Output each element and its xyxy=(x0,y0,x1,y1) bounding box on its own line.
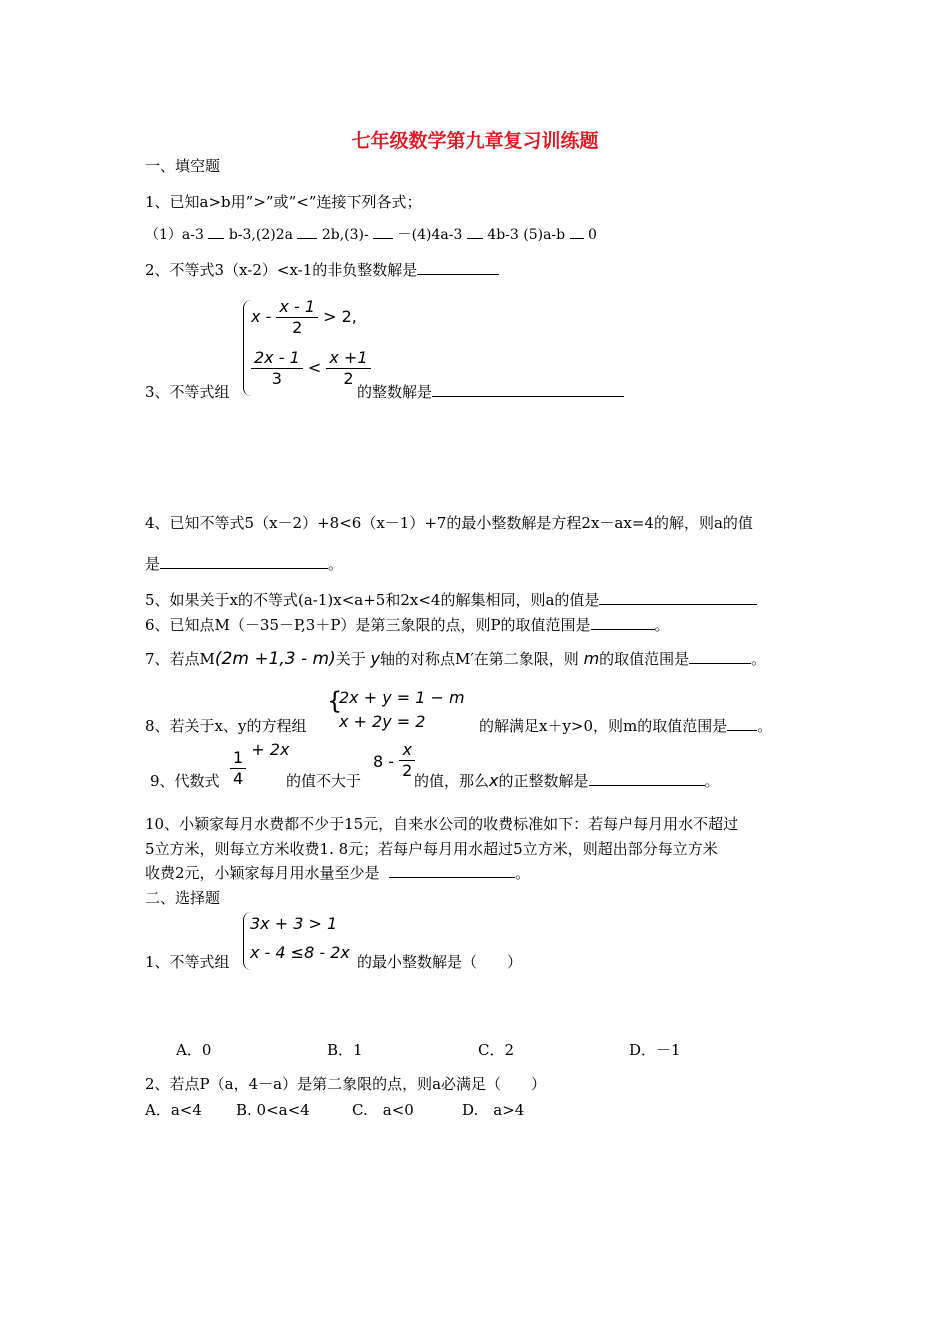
question-9-suffix: 的值，那么x的正整数解是 。 xyxy=(414,771,720,790)
choice-1-prefix: 1、不等式组 xyxy=(145,953,230,971)
question-6: 6、已知点M（－35－P,3＋P）是第三象限的点，则P的取值范围是 。 xyxy=(145,616,670,634)
blank[interactable] xyxy=(570,226,584,239)
equation-2: x + 2y = 2 xyxy=(339,712,426,731)
answer-blank[interactable] xyxy=(727,718,757,731)
choice-2-option-a[interactable]: A．a<4 xyxy=(145,1101,202,1119)
inequality-1: 3x + 3 > 1 xyxy=(250,914,338,933)
question-10-line1: 10、小颖家每月水费都不少于15元，自来水公司的收费标准如下：若每户每月用水不超过 xyxy=(145,815,739,833)
answer-blank[interactable] xyxy=(160,556,328,569)
choice-1-option-c[interactable]: C．2 xyxy=(478,1041,515,1059)
system-brace: { xyxy=(327,687,343,715)
system-brace xyxy=(243,300,251,396)
inequality-2: x - 4 ≤8 - 2x xyxy=(250,943,350,962)
question-3-suffix: 的整数解是 xyxy=(357,383,624,401)
question-8-suffix: 的解满足x＋y>0，则m的取值范围是 。 xyxy=(479,717,773,735)
answer-blank[interactable] xyxy=(599,592,757,605)
answer-blank[interactable] xyxy=(589,773,705,786)
inequality-1: x - $\frac{x - 1}{2}$ > 2, xyxy=(251,297,357,337)
question-1-parts: （1）a-3 b-3,(2)2a 2b,(3)- －(4)4a-3 4b-3 (5)a-b 0 xyxy=(145,227,597,243)
answer-blank[interactable] xyxy=(689,651,751,664)
choice-2-stem: 2、若点P（a，4－a）是第二象限的点，则a必满足（ ） xyxy=(145,1075,547,1093)
choice-2-option-d[interactable]: D. a>4 xyxy=(462,1101,525,1119)
question-9-prefix: 9、代数式 xyxy=(150,772,220,790)
expression-2: 8 - $\frac{x}{2}$ xyxy=(373,740,415,781)
answer-blank[interactable] xyxy=(417,262,499,275)
section-heading-fill-in: 一、填空题 xyxy=(145,157,221,175)
choice-1-option-d[interactable]: D．－1 xyxy=(629,1041,681,1059)
blank[interactable] xyxy=(208,226,224,239)
question-3-prefix: 3、不等式组 xyxy=(145,383,230,401)
question-9-middle: 的值不大于 xyxy=(286,772,362,790)
equation-1: 2x + y = 1 − m xyxy=(339,688,465,707)
answer-blank[interactable] xyxy=(591,617,655,630)
blank[interactable] xyxy=(373,226,393,239)
answer-blank[interactable] xyxy=(432,384,624,397)
question-1-stem: 1、已知a>b用”>”或”<”连接下列各式； xyxy=(145,193,422,211)
blank[interactable] xyxy=(297,226,317,239)
answer-blank[interactable] xyxy=(389,865,515,878)
choice-1-option-b[interactable]: B．1 xyxy=(327,1041,363,1059)
expression-1: $\frac{1}{4}$ + 2x xyxy=(230,740,289,789)
question-4-line1: 4、已知不等式5（x－2）+8<6（x－1）+7的最小整数解是方程2x－ax=4的解，则a的值 xyxy=(145,514,753,532)
choice-1-suffix: 的最小整数解是（ ） xyxy=(357,953,523,971)
question-10-line3: 收费2元，小颖家每月用水量至少是 。 xyxy=(145,864,531,882)
question-8-prefix: 8、若关于x、y的方程组 xyxy=(145,717,307,735)
page-title: 七年级数学第九章复习训练题 xyxy=(351,130,599,152)
question-2: 2、不等式3（x-2）<x-1的非负整数解是 xyxy=(145,261,499,279)
choice-2-option-c[interactable]: C. a<0 xyxy=(352,1101,414,1119)
question-10-line2: 5立方米，则每立方米收费1. 8元；若每户每月用水超过5立方米，则超出部分每立方米 xyxy=(145,840,718,858)
question-5: 5、如果关于x的不等式(a-1)x<a+5和2x<4的解集相同，则a的值是 xyxy=(145,591,757,609)
question-4-line2: 是 。 xyxy=(145,555,344,573)
blank[interactable] xyxy=(467,226,483,239)
section-heading-choice: 二、选择题 xyxy=(145,889,221,907)
choice-2-option-b[interactable]: B. 0<a<4 xyxy=(236,1101,310,1119)
question-7: 7、若点M(2m +1,3 - m)关于 y轴的对称点M′在第二象限，则 m的取值范围是 。 xyxy=(145,649,767,669)
inequality-2: $\frac{2x - 1}{3}$ < $\frac{x +1}{2}$ xyxy=(251,348,371,389)
choice-1-option-a[interactable]: A．0 xyxy=(176,1041,212,1059)
